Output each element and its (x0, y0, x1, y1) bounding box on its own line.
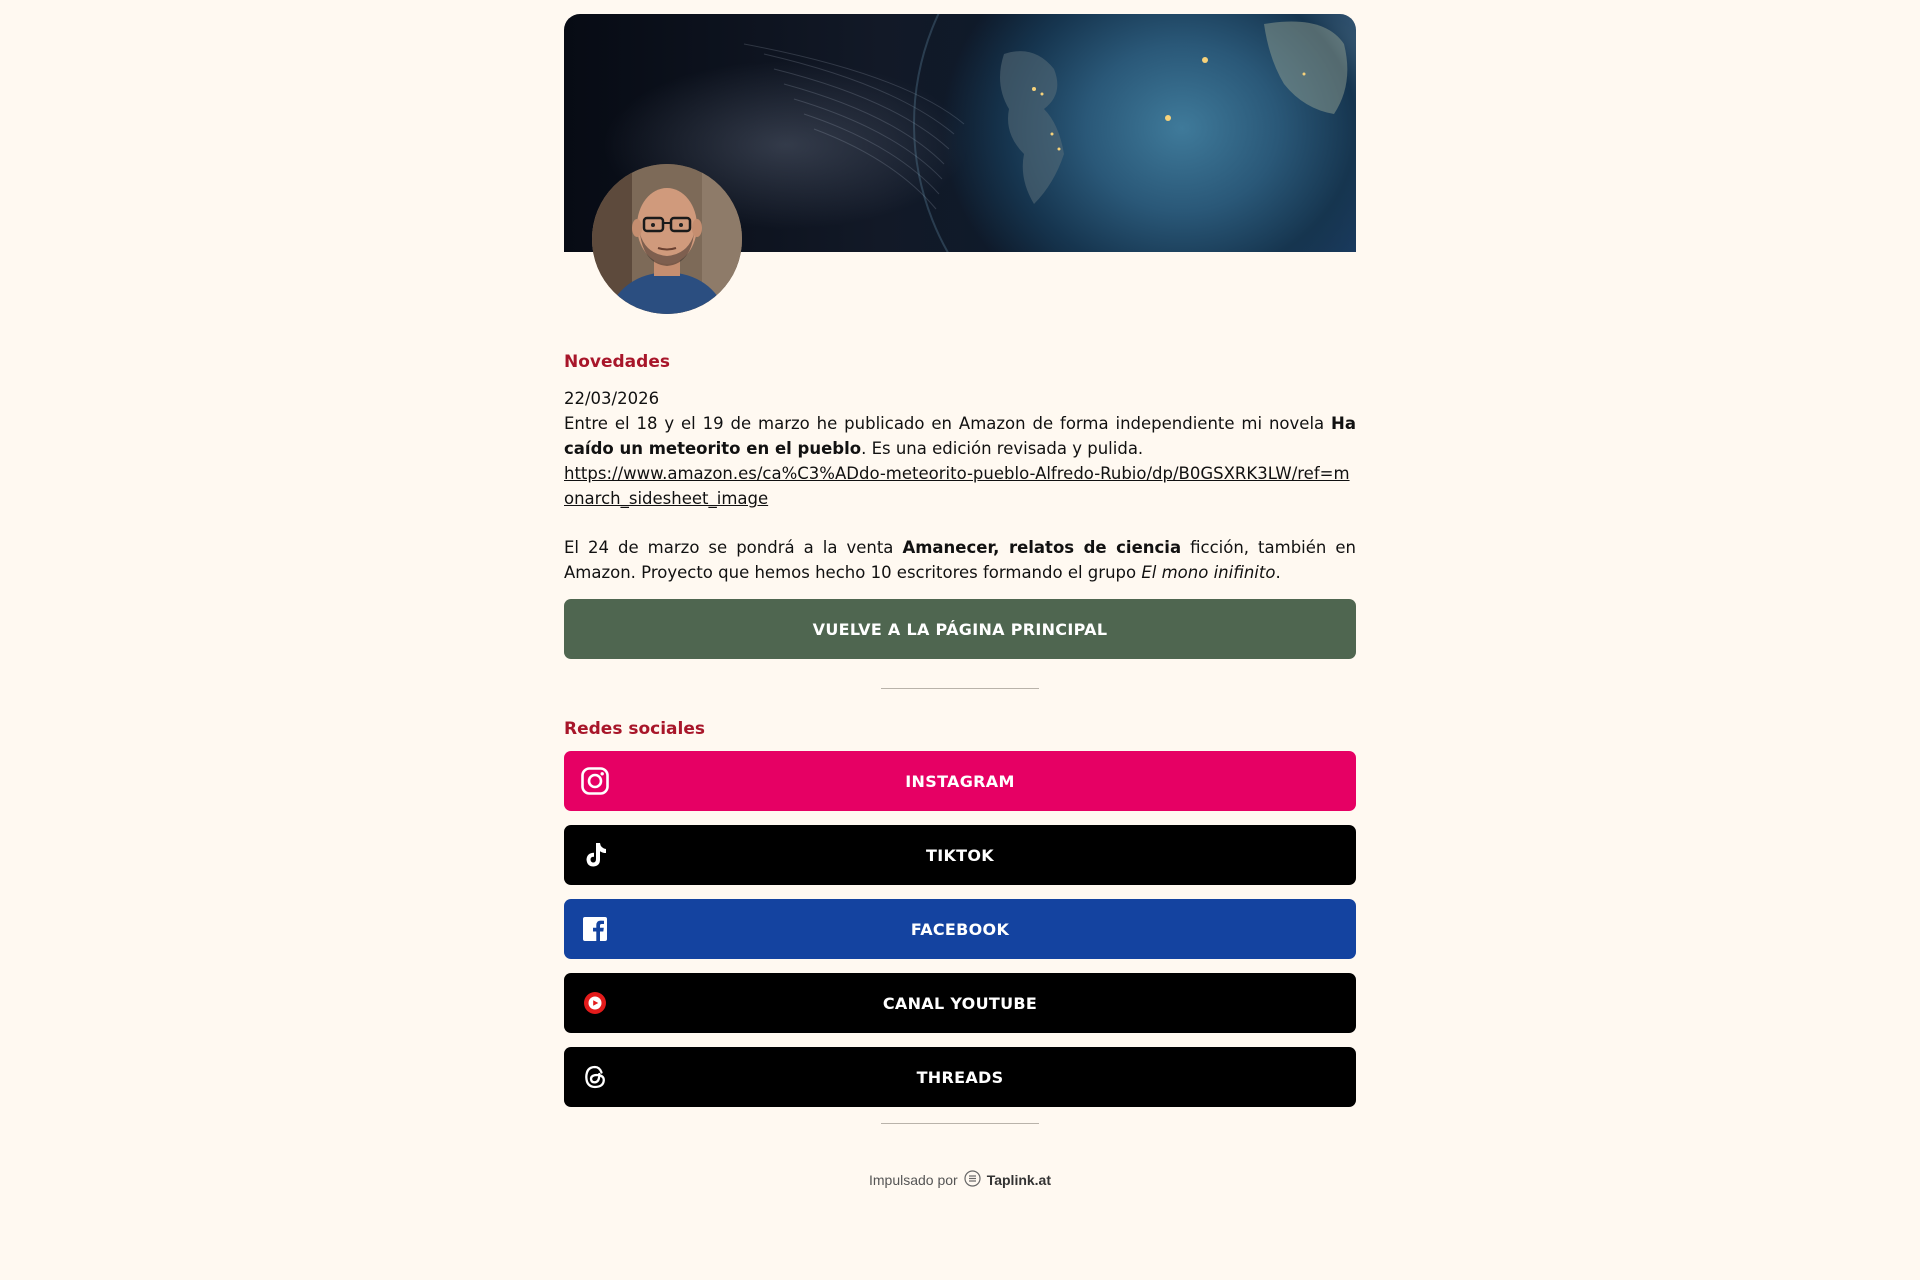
group-name: El mono inifinito (1141, 563, 1276, 582)
youtube-icon (580, 988, 610, 1018)
anthology-title: Amanecer, relatos de ciencia (902, 538, 1182, 557)
author-portrait-photo (592, 164, 742, 314)
threads-button[interactable] (564, 1047, 1356, 1107)
footer-prefix: Impulsado por (868, 1172, 958, 1188)
novel-title: Ha caído un meteorito en el pueblo (564, 414, 1356, 458)
news-p1-end: . Es una edición revisada y pulida. (861, 439, 1144, 458)
divider-bottom (881, 1123, 1039, 1124)
novedades-title: Novedades (564, 352, 670, 372)
divider (881, 688, 1039, 689)
social-title: Redes sociales (564, 719, 706, 739)
threads-label: THREADS (916, 1067, 1004, 1087)
instagram-icon (580, 766, 610, 796)
paragraph-gap (564, 511, 1356, 535)
instagram-button[interactable] (564, 751, 1356, 811)
news-text-block (564, 386, 1356, 585)
facebook-button[interactable] (564, 899, 1356, 959)
news-p2-mid: ficción, también en Amazon. Proyecto que hemos hecho 10 escritores formando el grupo (564, 538, 1356, 582)
amazon-link[interactable]: https://www.amazon.es/ca%C3%ADdo-meteorito-pueblo-Alfredo-Rubio/dp/B0GSXRK3LW/ref=monarch_sidesheet_image (564, 464, 1350, 508)
social-links-list (564, 751, 1356, 1107)
tiktok-icon (580, 840, 610, 870)
home-button[interactable]: VUELVE A LA PÁGINA PRINCIPAL (564, 599, 1356, 659)
tiktok-label: TIKTOK (926, 845, 994, 865)
profile-page (564, 0, 1356, 1190)
news-date: 22/03/2026 (564, 389, 660, 408)
avatar (592, 164, 742, 314)
news-paragraph-1 (564, 411, 1356, 461)
youtube-button[interactable] (564, 973, 1356, 1033)
taplink-icon (964, 1170, 981, 1190)
news-p1-text: Entre el 18 y el 19 de marzo he publicado en Amazon de forma independiente mi novela (564, 414, 1332, 433)
footer-powered-by[interactable] (564, 1170, 1356, 1190)
instagram-label: INSTAGRAM (905, 771, 1015, 791)
facebook-icon (580, 914, 610, 944)
facebook-label: FACEBOOK (910, 919, 1010, 939)
news-paragraph-2 (564, 535, 1356, 585)
news-p2-end: . (1275, 563, 1281, 582)
youtube-label: CANAL YOUTUBE (882, 993, 1038, 1013)
news-p2-text: El 24 de marzo se pondrá a la venta (564, 538, 903, 557)
footer-brand: Taplink.at (986, 1172, 1052, 1188)
threads-icon (580, 1062, 610, 1092)
tiktok-button[interactable] (564, 825, 1356, 885)
